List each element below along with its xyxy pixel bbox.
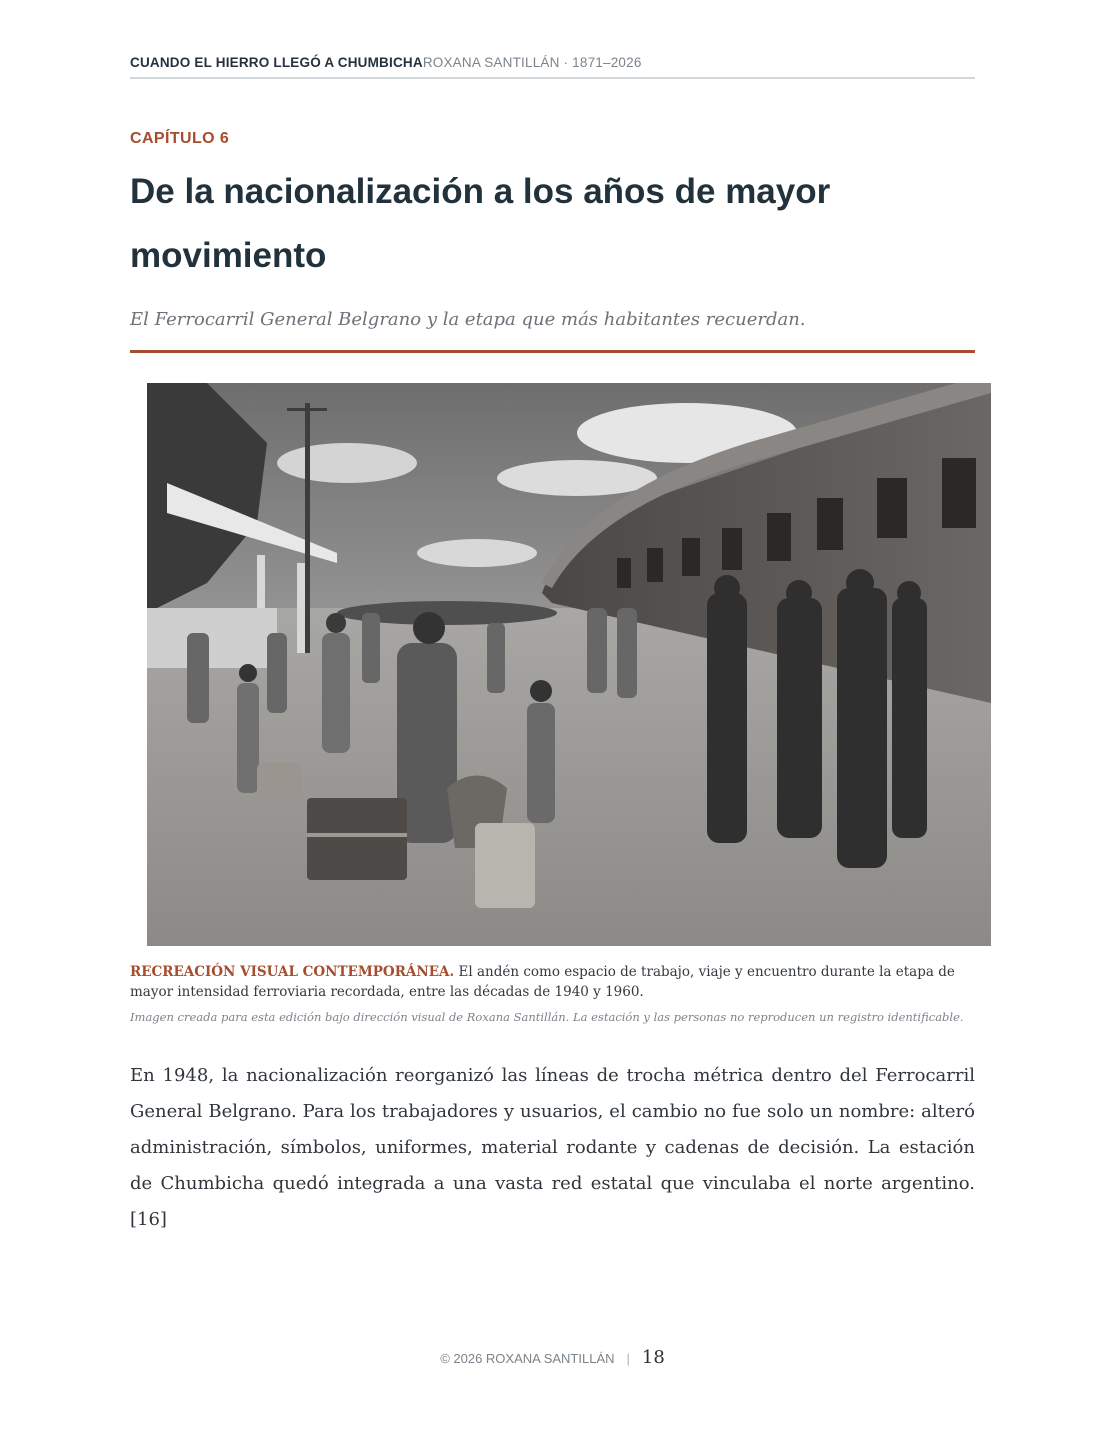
title-divider: [130, 350, 975, 353]
footer-copyright: © 2026 ROXANA SANTILLÁN: [440, 1351, 615, 1366]
figure-caption: [130, 962, 975, 1002]
page-number: 18: [641, 1347, 665, 1368]
image-credit: Imagen creada para esta edición bajo dirección visual de Roxana Santillán. La estación y las personas no reproducen un registro identificable.: [130, 1010, 964, 1024]
book-title: CUANDO EL HIERRO LLEGÓ A CHUMBICHA: [130, 55, 423, 70]
chapter-label: CAPÍTULO 6: [130, 130, 230, 147]
chapter-title: De la nacionalización a los años de mayor movimiento: [130, 172, 831, 275]
running-header: [130, 55, 975, 79]
railway-platform-photo: [147, 383, 991, 946]
page-footer: [0, 1347, 1105, 1368]
caption-text: El andén como espacio de trabajo, viaje y encuentro durante la etapa de mayor intensidad ferroviaria recordada, entre las décadas de 1940 y 1960.: [130, 964, 955, 1000]
chapter-subtitle: El Ferrocarril General Belgrano y la etapa que más habitantes recuerdan.: [130, 309, 806, 330]
photo-illustration: [147, 383, 991, 946]
footer-separator: |: [626, 1351, 630, 1366]
caption-label: RECREACIÓN VISUAL CONTEMPORÁNEA.: [130, 964, 455, 980]
body-paragraph: En 1948, la nacionalización reorganizó las líneas de trocha métrica dentro del Ferrocarril General Belgrano. Para los trabajadores y usuarios, el cambio no fue solo un nombre: alteró administración, símbolos, uniformes, material rodante y cadenas de decisión. La estación de Chumbicha quedó integrada a una vasta red estatal que vinculaba el norte argentino. [16]: [130, 1065, 975, 1230]
author-years: ROXANA SANTILLÁN · 1871–2026: [422, 55, 642, 70]
